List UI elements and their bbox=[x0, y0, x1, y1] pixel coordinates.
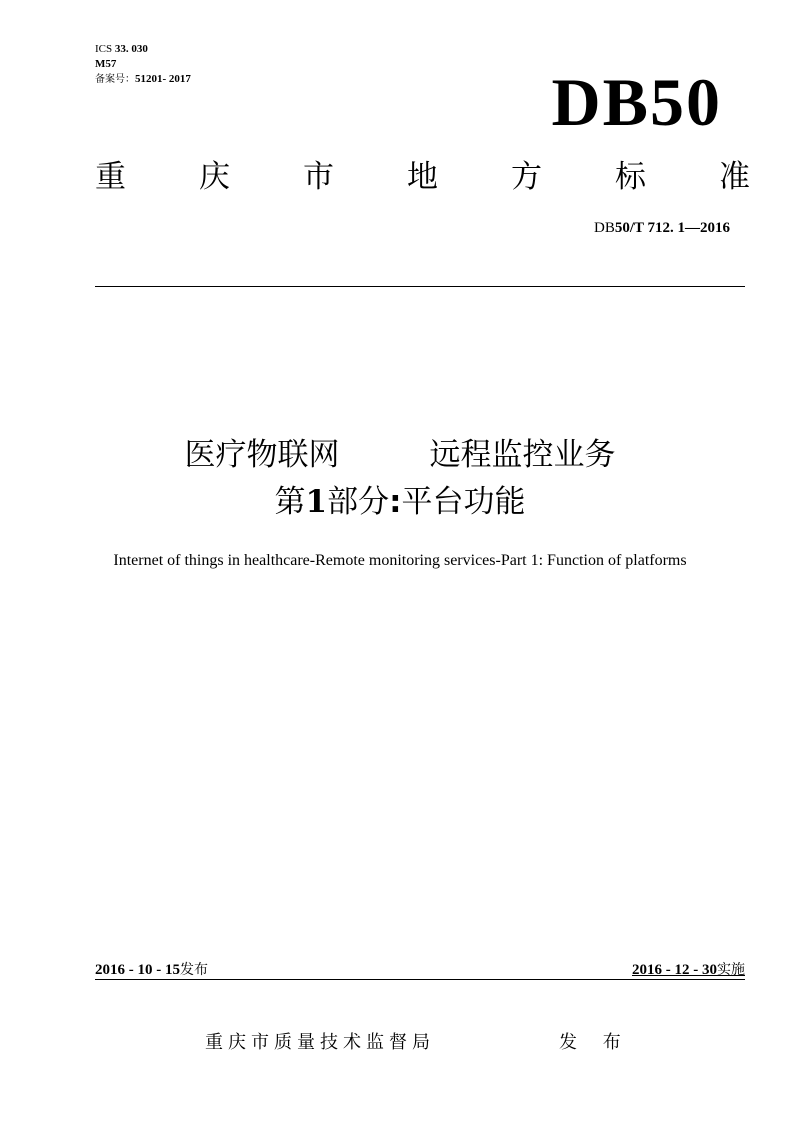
ccs-code: M57 bbox=[95, 58, 117, 70]
standard-type-char: 准 bbox=[719, 159, 750, 195]
cn-title-part-number: 1 bbox=[305, 484, 328, 520]
cn-title-part-suffix: 部分 bbox=[327, 484, 390, 520]
issuer-name: 重庆市质量技术监督局 bbox=[205, 1032, 435, 1053]
standard-number bbox=[594, 217, 730, 239]
ics-code: 33. 030 bbox=[114, 43, 148, 55]
footer-divider bbox=[95, 979, 745, 980]
ics-label: ICS bbox=[95, 43, 113, 55]
issue-date bbox=[95, 960, 208, 980]
cn-title-part-prefix: 第 bbox=[274, 484, 306, 520]
ics-row bbox=[95, 42, 191, 57]
cn-title-colon: : bbox=[389, 484, 402, 520]
db-code: DB50 bbox=[551, 64, 722, 140]
filing-label: 备案号： bbox=[95, 74, 135, 85]
cn-title-subject: 平台功能 bbox=[401, 484, 526, 520]
cn-title-part2: 远程监控业务 bbox=[429, 437, 616, 473]
standard-type-char: 标 bbox=[615, 159, 646, 195]
ccs-row bbox=[95, 57, 191, 72]
filing-row bbox=[95, 72, 191, 87]
issue-date-value: 2016 - 10 - 15 bbox=[95, 962, 180, 978]
cn-title-line2 bbox=[0, 480, 800, 524]
implement-date-label: 实施 bbox=[717, 962, 745, 978]
standard-number-prefix: DB bbox=[594, 220, 615, 236]
standard-type-char: 地 bbox=[407, 159, 438, 195]
standard-type-char: 重 bbox=[95, 159, 126, 195]
standard-type-char: 庆 bbox=[199, 159, 230, 195]
standard-type-char: 市 bbox=[303, 159, 334, 195]
filing-number: 51201- 2017 bbox=[135, 73, 191, 85]
standard-type-char: 方 bbox=[511, 159, 542, 195]
issue-date-label: 发布 bbox=[180, 962, 208, 978]
issued-label: 发 布 bbox=[559, 1032, 631, 1053]
cn-title-part1: 医疗物联网 bbox=[184, 437, 340, 473]
classification-codes bbox=[95, 42, 191, 87]
header-divider bbox=[95, 286, 745, 287]
standard-number-main: 50/T 712. 1—2016 bbox=[614, 220, 730, 236]
cn-title-line1 bbox=[0, 433, 800, 477]
implement-date-value: 2016 - 12 - 30 bbox=[632, 962, 717, 978]
implement-date bbox=[632, 960, 745, 980]
standard-type-title bbox=[95, 155, 750, 199]
en-title: Internet of things in healthcare-Remote monitoring services-Part 1: Function of platforms bbox=[113, 552, 687, 569]
